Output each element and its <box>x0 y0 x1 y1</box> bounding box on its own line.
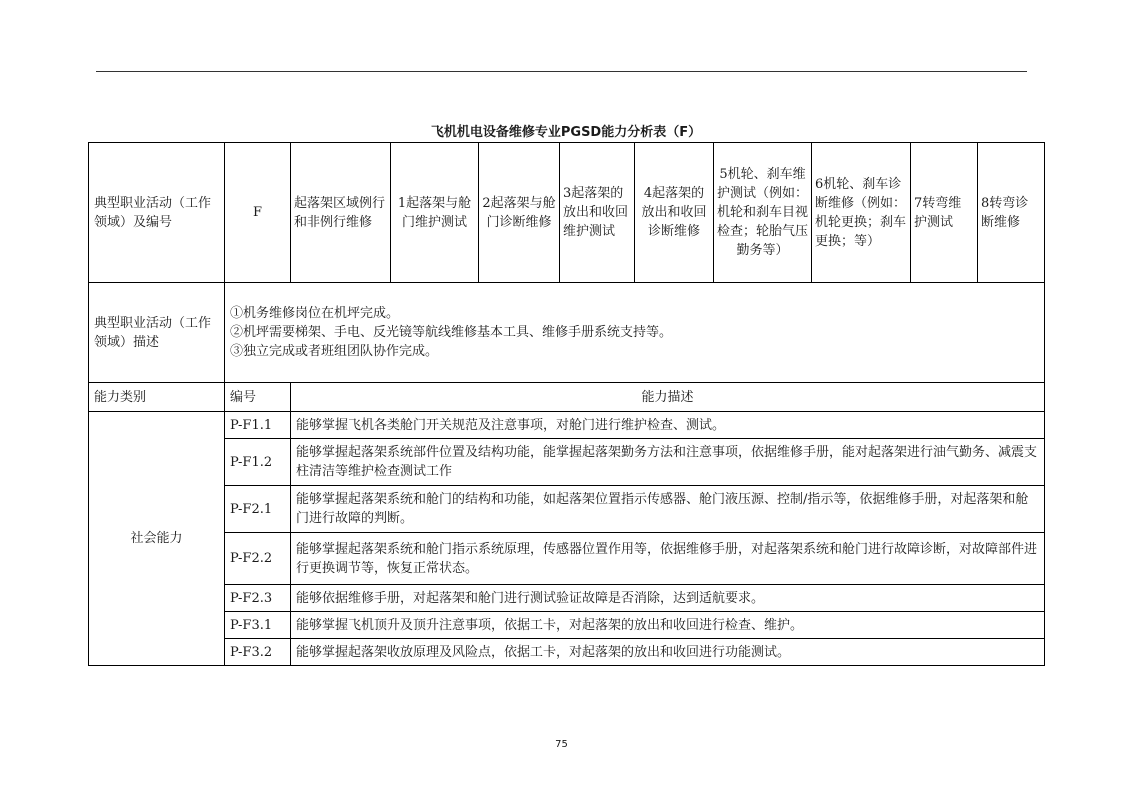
description-line: ②机坪需要梯架、手电、反光镜等航线维修基本工具、维修手册系统支持等。 <box>230 325 673 340</box>
description-content <box>225 283 1045 383</box>
activity-code: F <box>225 143 291 283</box>
column-header-row <box>89 383 1045 412</box>
ability-text: 能够掌握起落架系统和舱门指示系统原理，传感器位置作用等，依据维修手册，对起落架系统和舱门进行故障诊断，对故障部件进行更换调节等，恢复正常状态。 <box>291 533 1045 585</box>
ability-row <box>89 486 1045 533</box>
ability-text: 能够掌握飞机各类舱门开关规范及注意事项，对舱门进行维护检查、测试。 <box>291 412 1045 439</box>
ability-code: P-F3.2 <box>225 639 291 666</box>
header-row <box>89 143 1045 283</box>
column-code: 编号 <box>225 383 291 412</box>
task-cell: 5机轮、刹车维护测试（例如：机轮和刹车目视检查；轮胎气压勤务等） <box>714 143 812 283</box>
ability-text: 能够掌握起落架系统部件位置及结构功能，能掌握起落架勤务方法和注意事项，依据维修手册，能对起落架进行油气勤务、减震支柱清洁等维护检查测试工作 <box>291 439 1045 486</box>
ability-code: P-F2.2 <box>225 533 291 585</box>
column-description: 能力描述 <box>291 383 1045 412</box>
description-label: 典型职业活动（工作领域）描述 <box>89 283 225 383</box>
ability-text: 能够掌握飞机顶升及顶升注意事项，依据工卡，对起落架的放出和收回进行检查、维护。 <box>291 612 1045 639</box>
column-category: 能力类别 <box>89 383 225 412</box>
ability-row <box>89 639 1045 666</box>
ability-row <box>89 412 1045 439</box>
ability-code: P-F2.3 <box>225 585 291 612</box>
description-line: ①机务维修岗位在机坪完成。 <box>230 306 400 321</box>
task-heading: 起落架区域例行和非例行维修 <box>291 143 391 283</box>
ability-row <box>89 533 1045 585</box>
ability-row <box>89 612 1045 639</box>
task-cell: 1起落架与舱门维护测试 <box>391 143 479 283</box>
ability-text: 能够掌握起落架系统和舱门的结构和功能，如起落架位置指示传感器、舱门液压源、控制/指示等，依据维修手册，对起落架和舱门进行故障的判断。 <box>291 486 1045 533</box>
task-cell: 6机轮、刹车诊断维修（例如：机轮更换；刹车更换；等） <box>812 143 911 283</box>
task-cell: 3起落架的放出和收回维护测试 <box>560 143 635 283</box>
ability-analysis-table <box>88 142 1045 666</box>
ability-text: 能够依据维修手册，对起落架和舱门进行测试验证故障是否消除，达到适航要求。 <box>291 585 1045 612</box>
ability-row <box>89 439 1045 486</box>
task-cell: 4起落架的放出和收回诊断维修 <box>635 143 714 283</box>
ability-row <box>89 585 1045 612</box>
task-cell: 7转弯维护测试 <box>911 143 978 283</box>
description-line: ③独立完成或者班组团队协作完成。 <box>230 344 439 359</box>
activity-label: 典型职业活动（工作领域）及编号 <box>89 143 225 283</box>
table-title: 飞机机电设备维修专业PGSD能力分析表（F） <box>430 125 702 140</box>
ability-code: P-F1.1 <box>225 412 291 439</box>
ability-code: P-F1.2 <box>225 439 291 486</box>
page-number: 75 <box>555 739 568 750</box>
header-rule <box>96 71 1027 72</box>
task-cell: 2起落架与舱门诊断维修 <box>479 143 560 283</box>
category-cell: 社会能力 <box>89 412 225 666</box>
ability-text: 能够掌握起落架收放原理及风险点，依据工卡，对起落架的放出和收回进行功能测试。 <box>291 639 1045 666</box>
description-row <box>89 283 1045 383</box>
task-cell: 8转弯诊断维修 <box>978 143 1045 283</box>
ability-code: P-F2.1 <box>225 486 291 533</box>
ability-code: P-F3.1 <box>225 612 291 639</box>
